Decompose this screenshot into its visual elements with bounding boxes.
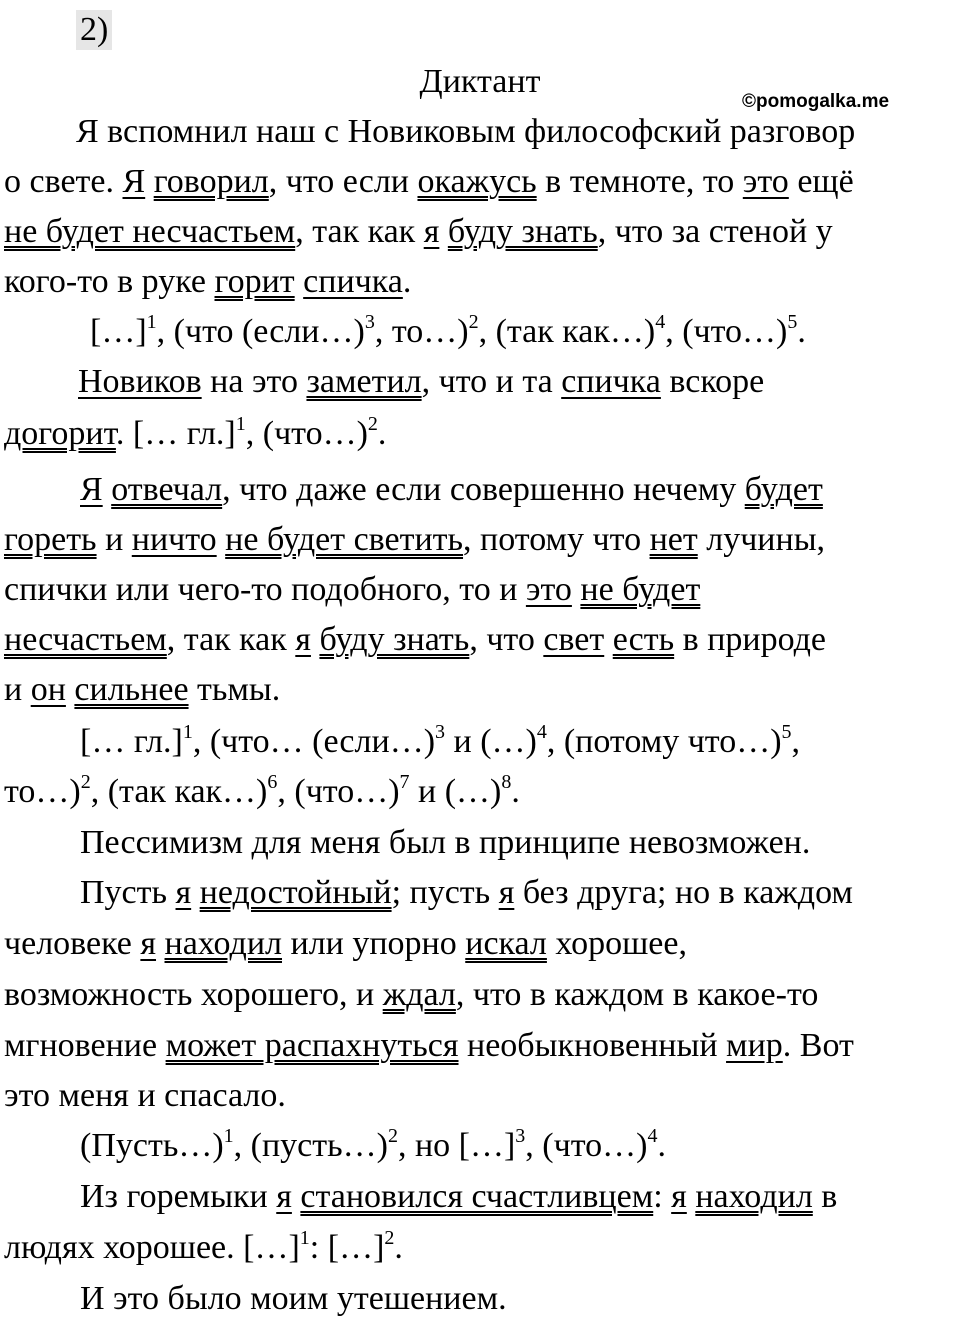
subject-word: спичка	[303, 263, 403, 300]
clause-index: 5	[781, 721, 792, 743]
text-fragment: вскоре	[660, 363, 765, 400]
predicate-word: гореть	[4, 521, 97, 558]
text-fragment: , (что… (если…)	[192, 723, 436, 760]
text-fragment: , (что (если…)	[156, 313, 365, 350]
text-line	[4, 262, 411, 302]
clause-index: 1	[223, 1125, 234, 1147]
clause-index: 4	[647, 1125, 658, 1147]
subject-word: я	[498, 874, 515, 911]
text-fragment: возможность хорошего, и	[4, 976, 383, 1013]
text-fragment: , (что…)	[277, 773, 400, 810]
text-fragment: без друга; но в каждом	[514, 874, 853, 911]
text-fragment: лучины,	[697, 521, 826, 558]
predicate-word: буду знать	[447, 213, 598, 250]
text-fragment: , (так как…)	[90, 773, 268, 810]
subject-word: Я	[122, 163, 146, 200]
task-number: 2)	[76, 10, 112, 50]
text-fragment: .	[394, 1229, 403, 1266]
text-fragment: , (так как…)	[478, 313, 656, 350]
text-fragment: Я вспомнил наш с Новиковым философский разговор	[76, 113, 856, 150]
text-fragment: .	[511, 773, 520, 810]
subject-word: мир	[726, 1027, 783, 1064]
predicate-word: искал	[465, 925, 547, 962]
text-fragment: кого-то в руке	[4, 263, 215, 300]
text-fragment: : […]	[309, 1229, 385, 1266]
text-fragment: .	[377, 415, 387, 452]
text-line	[4, 414, 386, 454]
text-fragment: , что даже если совершенно нечему	[222, 471, 745, 508]
watermark: ©pomogalka.me	[742, 91, 890, 112]
text-line	[80, 823, 810, 863]
text-fragment	[439, 213, 448, 250]
subject-word: я	[295, 621, 311, 658]
predicate-word: не будет	[580, 571, 701, 608]
text-fragment: в природе	[674, 621, 826, 658]
text-fragment	[145, 163, 154, 200]
clause-index: 3	[435, 721, 446, 743]
clause-index: 3	[515, 1125, 526, 1147]
text-fragment: о свете.	[4, 163, 123, 200]
text-line	[4, 772, 520, 812]
text-line	[80, 873, 853, 913]
text-fragment: и (…)	[445, 723, 537, 760]
text-line	[4, 570, 700, 610]
text-fragment: хорошее,	[546, 925, 687, 962]
text-fragment: . Вот	[782, 1027, 854, 1064]
clause-index: 1	[182, 721, 193, 743]
clause-index: 4	[655, 311, 666, 333]
clause-index: 5	[787, 311, 798, 333]
text-fragment: на это	[201, 363, 307, 400]
subject-word: я	[276, 1178, 292, 1215]
predicate-word: горит	[214, 263, 295, 300]
clause-index: 2	[468, 311, 479, 333]
text-fragment	[217, 521, 226, 558]
predicate-word: буду знать	[319, 621, 470, 658]
text-line	[80, 470, 823, 510]
text-line	[4, 520, 825, 560]
text-fragment: , что за стеной у	[597, 213, 833, 250]
text-fragment: . [… гл.]	[115, 415, 236, 452]
subject-word: я	[175, 874, 192, 911]
predicate-word: будет	[744, 471, 823, 508]
text-line	[4, 1228, 403, 1268]
text-fragment: .	[797, 313, 806, 350]
text-line	[4, 975, 818, 1015]
page-title: Диктант	[419, 63, 541, 100]
subject-word: я	[423, 213, 440, 250]
text-line	[4, 162, 854, 202]
text-fragment: мгновение	[4, 1027, 166, 1064]
text-line	[4, 1076, 286, 1116]
text-fragment	[156, 925, 165, 962]
text-line	[78, 362, 764, 402]
text-fragment: , но […]	[397, 1127, 516, 1164]
text-fragment: .	[657, 1127, 666, 1164]
text-line	[4, 212, 833, 252]
text-fragment: , что в каждом в какое-то	[455, 976, 819, 1013]
text-fragment: спички или чего-то подобного, то и	[4, 571, 526, 608]
text-line	[80, 722, 800, 762]
text-fragment: ,	[791, 723, 801, 760]
text-fragment: :	[653, 1178, 672, 1215]
text-fragment: , так как	[295, 213, 424, 250]
clause-index: 7	[399, 771, 410, 793]
text-fragment: .	[402, 263, 412, 300]
text-fragment: , так как	[166, 621, 296, 658]
text-fragment: в темноте, то	[536, 163, 743, 200]
text-fragment: , (что…)	[665, 313, 788, 350]
clause-index: 6	[267, 771, 278, 793]
clause-index: 2	[80, 771, 91, 793]
text-fragment: необыкновенный	[458, 1027, 727, 1064]
predicate-word: отвечал	[111, 471, 223, 508]
text-line	[4, 620, 826, 660]
text-line	[80, 1279, 507, 1319]
subject-word: свет	[543, 621, 605, 658]
predicate-word: недостойный	[199, 874, 392, 911]
clause-index: 2	[367, 413, 378, 435]
text-fragment: Пессимизм для меня был в принципе невозможен.	[80, 824, 811, 861]
predicate-word: сильнее	[74, 671, 189, 708]
predicate-word: не будет светить	[225, 521, 464, 558]
predicate-word: окажусь	[417, 163, 537, 200]
text-fragment	[191, 874, 200, 911]
text-fragment: , что и та	[421, 363, 562, 400]
predicate-word: может распахнуться	[165, 1027, 459, 1064]
subject-word: спичка	[561, 363, 661, 400]
clause-index: 1	[146, 311, 157, 333]
text-fragment: в	[812, 1178, 838, 1215]
predicate-word: есть	[612, 621, 675, 658]
text-fragment: И это было моим утешением.	[80, 1280, 507, 1317]
subject-word: я	[140, 925, 157, 962]
text-fragment: , что если	[268, 163, 418, 200]
text-fragment: это меня и спасало.	[4, 1077, 286, 1114]
text-line	[76, 112, 855, 152]
clause-index: 1	[299, 1227, 310, 1249]
text-line	[4, 1026, 854, 1066]
clause-index: 2	[384, 1227, 395, 1249]
text-fragment: и (…)	[409, 773, 502, 810]
text-fragment: то…)	[4, 773, 81, 810]
predicate-word: ждал	[382, 976, 456, 1013]
text-fragment: или упорно	[282, 925, 466, 962]
text-fragment: ещё	[788, 163, 854, 200]
text-fragment: […]	[90, 313, 147, 350]
text-line	[90, 312, 806, 352]
text-fragment	[103, 471, 112, 508]
text-line	[4, 924, 687, 964]
predicate-word: заметил	[306, 363, 422, 400]
text-fragment: Пусть	[80, 874, 176, 911]
text-line	[4, 670, 280, 710]
text-line	[80, 1177, 837, 1217]
text-fragment: , (пусть…)	[233, 1127, 388, 1164]
text-fragment: и	[96, 521, 132, 558]
predicate-word: несчастьем	[4, 621, 167, 658]
text-fragment: Из горемыки	[80, 1178, 277, 1215]
text-fragment: и	[4, 671, 31, 708]
text-fragment: , потому что	[463, 521, 650, 558]
text-fragment	[604, 621, 613, 658]
text-fragment: тьмы.	[188, 671, 281, 708]
subject-word: это	[525, 571, 572, 608]
clause-index: 2	[387, 1125, 398, 1147]
clause-index: 3	[364, 311, 375, 333]
subject-word: это	[742, 163, 789, 200]
predicate-word: находил	[695, 1178, 813, 1215]
subject-word: Новиков	[78, 363, 202, 400]
text-fragment: людях хорошее. […]	[4, 1229, 300, 1266]
text-fragment: , (потому что…)	[546, 723, 782, 760]
clause-index: 1	[235, 413, 246, 435]
clause-index: 8	[501, 771, 512, 793]
subject-word: Я	[80, 471, 103, 508]
predicate-word: находил	[164, 925, 282, 962]
clause-index: 4	[536, 721, 547, 743]
text-line	[80, 1126, 666, 1166]
predicate-word: нет	[649, 521, 698, 558]
text-fragment: , (что…)	[525, 1127, 648, 1164]
subject-word: я	[671, 1178, 687, 1215]
text-fragment: , что	[469, 621, 544, 658]
text-fragment: [… гл.]	[80, 723, 183, 760]
text-fragment	[295, 263, 304, 300]
predicate-word: говорил	[153, 163, 269, 200]
text-fragment: ; пусть	[391, 874, 499, 911]
predicate-word: становился счастливцем	[300, 1178, 654, 1215]
subject-word: он	[30, 671, 66, 708]
subject-word: ничто	[131, 521, 217, 558]
predicate-word: догорит	[4, 415, 116, 452]
text-fragment: , (что…)	[245, 415, 368, 452]
predicate-word: не будет несчастьем	[4, 213, 296, 250]
text-fragment: , то…)	[374, 313, 469, 350]
text-fragment: человеке	[4, 925, 141, 962]
text-fragment: (Пусть…)	[80, 1127, 224, 1164]
